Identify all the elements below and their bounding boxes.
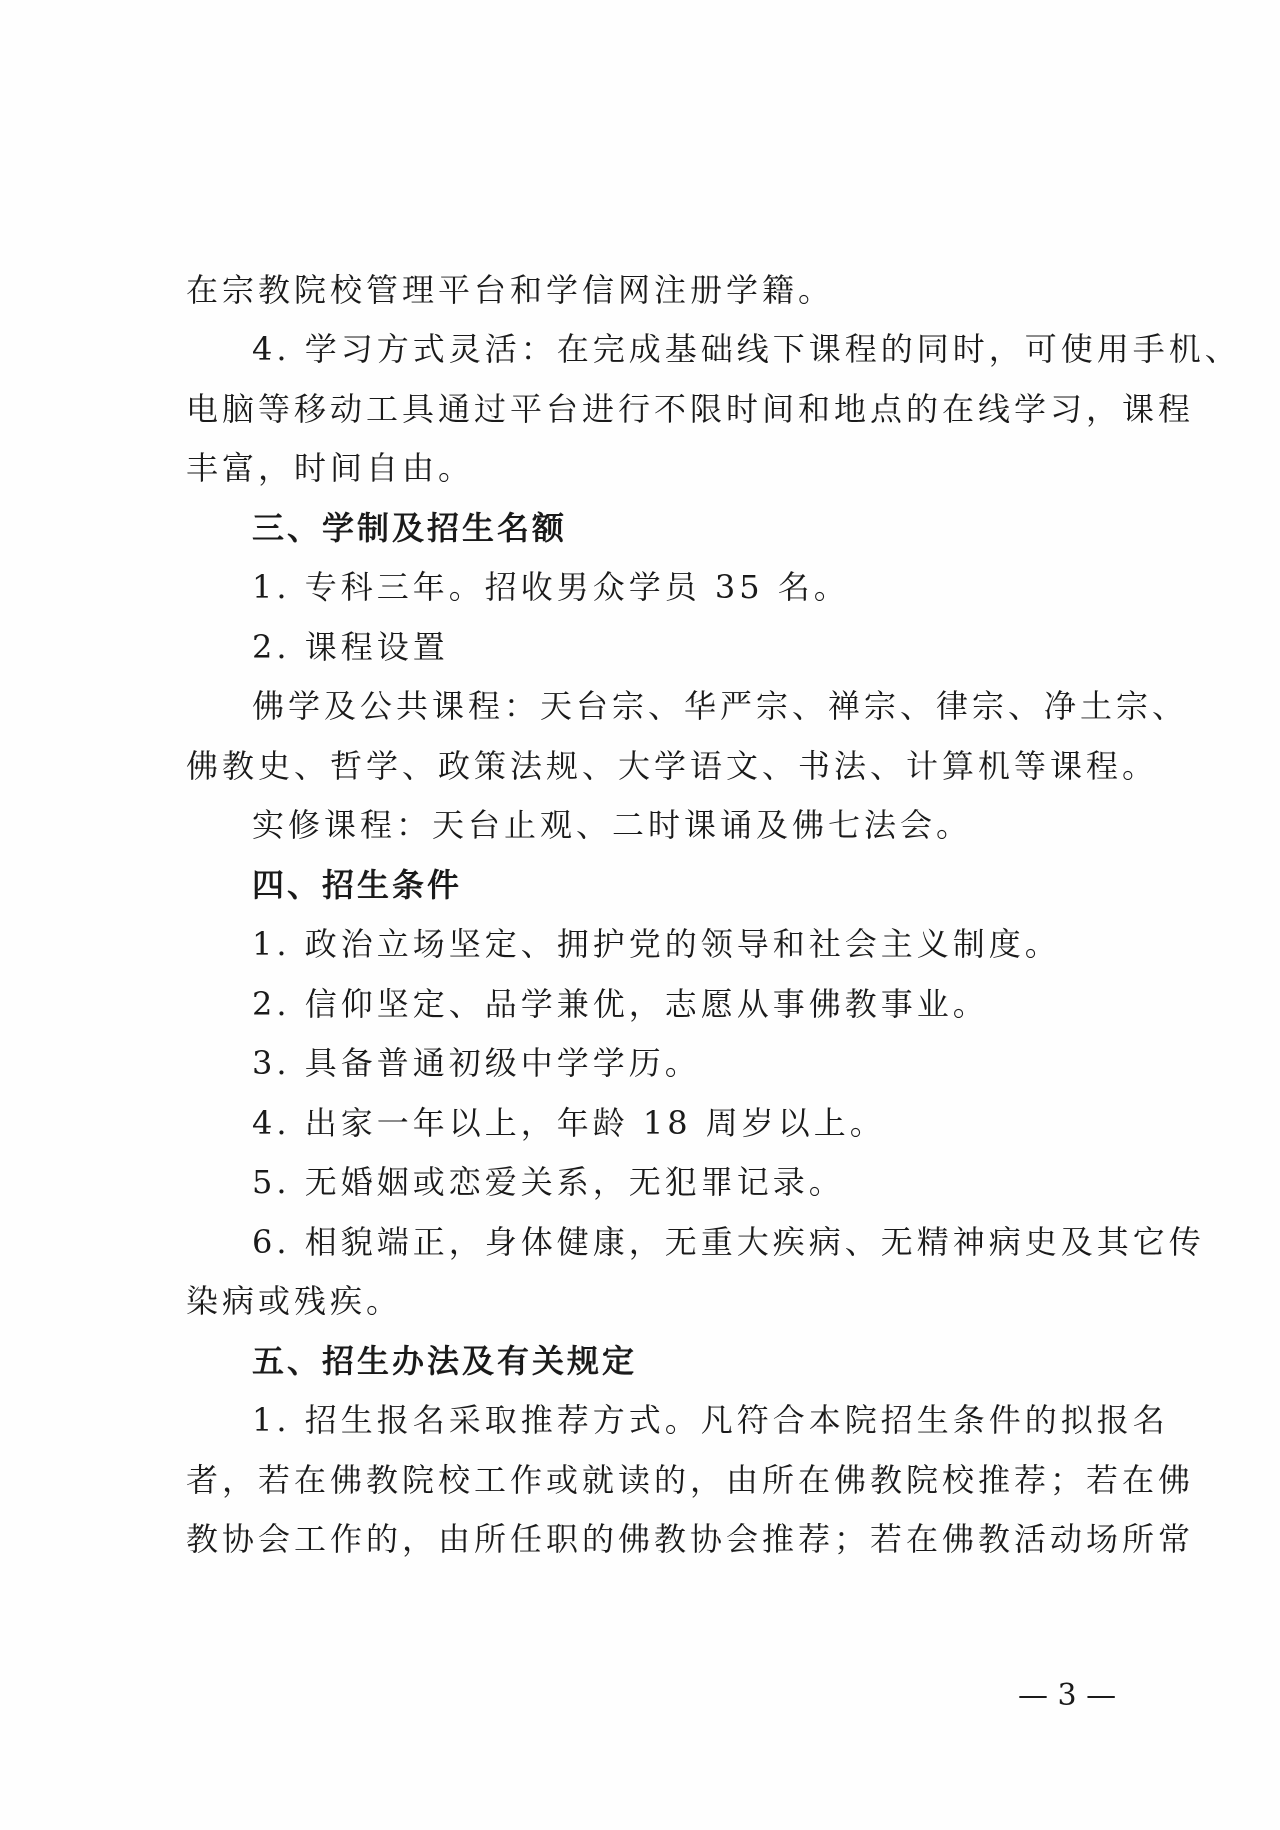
text-line-21: 者，若在佛教院校工作或就读的，由所在佛教院校推荐；若在佛 <box>186 1461 1195 1499</box>
text-line-16: 5. 无婚姻或恋爱关系，无犯罪记录。 <box>252 1163 845 1201</box>
section-heading-5: 五、招生办法及有关规定 <box>252 1342 638 1380</box>
text-line-13: 2. 信仰坚定、品学兼优，志愿从事佛教事业。 <box>252 985 989 1023</box>
text-line-6: 1. 专科三年。招收男众学员 35 名。 <box>252 568 850 606</box>
text-line-15: 4. 出家一年以上，年龄 18 周岁以上。 <box>252 1104 886 1142</box>
text-line-3: 电脑等移动工具通过平台进行不限时间和地点的在线学习，课程 <box>186 390 1195 428</box>
text-line-14: 3. 具备普通初级中学学历。 <box>252 1044 701 1082</box>
text-line-12: 1. 政治立场坚定、拥护党的领导和社会主义制度。 <box>252 925 1061 963</box>
text-line-9: 佛教史、哲学、政策法规、大学语文、书法、计算机等课程。 <box>186 747 1159 785</box>
section-heading-3: 三、学制及招生名额 <box>252 509 568 547</box>
text-line-1: 在宗教院校管理平台和学信网注册学籍。 <box>186 271 835 309</box>
text-line-22: 教协会工作的，由所任职的佛教协会推荐；若在佛教活动场所常 <box>186 1520 1195 1558</box>
section-heading-4: 四、招生条件 <box>252 866 463 904</box>
text-line-17: 6. 相貌端正，身体健康，无重大疾病、无精神病史及其它传 <box>252 1223 1205 1261</box>
text-line-7: 2. 课程设置 <box>252 628 449 666</box>
page-number: — 3 — <box>1018 1678 1117 1713</box>
text-line-10: 实修课程：天台止观、二时课诵及佛七法会。 <box>252 806 973 844</box>
text-line-4: 丰富，时间自由。 <box>186 449 475 487</box>
text-line-2: 4. 学习方式灵活：在完成基础线下课程的同时，可使用手机、 <box>252 330 1241 368</box>
text-line-18: 染病或残疾。 <box>186 1282 403 1320</box>
text-line-8: 佛学及公共课程：天台宗、华严宗、禅宗、律宗、净土宗、 <box>252 687 1189 725</box>
text-line-20: 1. 招生报名采取推荐方式。凡符合本院招生条件的拟报名 <box>252 1401 1169 1439</box>
